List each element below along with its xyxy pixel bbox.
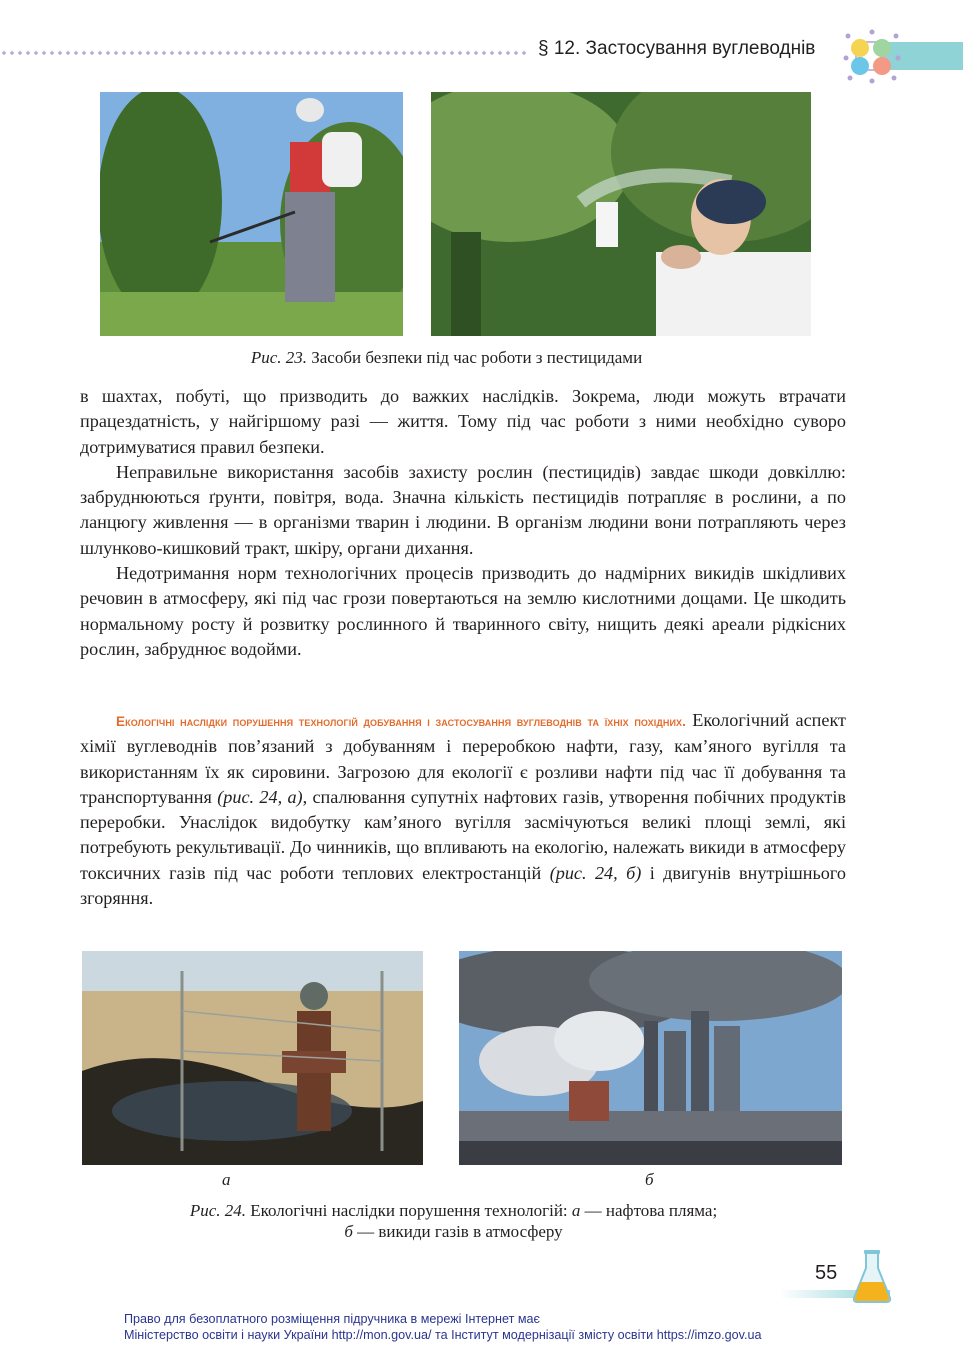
figure-24-caption-a-text: — нафтова пляма; [580, 1201, 718, 1220]
header-dotted-line [0, 50, 530, 56]
photo-protective-mask [431, 92, 811, 336]
footer-line-1: Право для безоплатного розміщення підручника в мережі Інтернет має [124, 1312, 540, 1326]
figure-23-caption-text: Засоби безпеки під час роботи з пестицидами [307, 348, 643, 367]
paragraph-3: Недотримання норм технологічних процесів призводить до надмірних викидів шкідливих речовин в атмосферу, які під час грози повертаються на землю кислотними дощами. Це шкодить нормальному росту й розвитку рослинного й тваринного світу, нищить деякі ареали рідкісних рослин, забруднює водойми. [80, 563, 846, 659]
page-number: 55 [815, 1262, 838, 1284]
photo-oil-spill [82, 951, 423, 1165]
figure-24-caption-line-2 [0, 1222, 907, 1242]
paragraph-2: Неправильне використання засобів захисту рослин (пестицидів) завдає шкоди довкіллю: забруднюються ґрунти, повітря, вода. Значна кількість пестицидів потрапляє в рослини, а по ланцюгу живлення — в організми тварин і людини. В організм людини вони потрапляють через шлунково-кишковий тракт, шкіру, органи дихання. [80, 461, 846, 558]
molecule-icon [842, 28, 902, 84]
figure-24-caption-b-text: — викиди газів в атмосферу [352, 1222, 563, 1241]
paragraph-1: в шахтах, побуті, що призводить до важких наслідків. Зокрема, люди можуть втрачати працездатність, у найгіршому разі — життя. Тому під час роботи з ними необхідно суворо дотримуватися правил безпеки. [80, 386, 846, 457]
running-header: § 12. Застосування вуглеводнів [538, 38, 816, 59]
section-text-3: і двигунів внутрішнього згоряння. [80, 862, 847, 909]
figure-24-label-a: а [222, 1170, 231, 1189]
section-paragraph [80, 708, 846, 911]
section-heading-text: Екологічні наслідки порушення технологій добування і застосування вуглеводнів та їхніх похідних. [116, 714, 686, 729]
figure-24-caption-a: а [571, 1201, 581, 1220]
figure-reference-24b: (рис. 24, б) [549, 862, 642, 883]
figure-23-caption-label: Рис. 23. [250, 348, 307, 367]
footer-line-2: Міністерство освіти і науки України http://mon.gov.ua/ та Інститут модернізації змісту освіти https://imzo.gov.ua [124, 1328, 762, 1342]
figure-reference-24a: (рис. 24, а) [217, 786, 303, 807]
section-text-2: , спалювання супутніх нафтових газів, утворення побічних продуктів переробки. Унаслідок видобутку кам’яного вугілля засмічуються великі площі землі, які потребують рекультивації. До чинників, що впливають на екологію, належать викиди в атмосферу токсичних газів під час роботи теплових електростанцій [80, 786, 846, 883]
photo-gardener-spraying [100, 92, 403, 336]
section-text-1: Екологічний аспект хімії вуглеводнів пов’язаний з добуванням і переробкою нафти, газу, кам’яного вугілля та використанням їх як сировини. Загрозою для екології є розливи нафти під час її добування та транспортування [80, 710, 846, 807]
section-heading [116, 714, 686, 729]
figure-23-caption [0, 348, 893, 368]
photo-industrial-emissions [459, 951, 842, 1165]
section-ecology [80, 708, 846, 911]
figure-24-caption-b: б [344, 1222, 353, 1241]
figure-24-caption-text: Екологічні наслідки порушення технологій: [246, 1201, 572, 1220]
figure-24-caption-line-1 [0, 1201, 907, 1221]
figure-24-label-b: б [645, 1170, 654, 1189]
body-text [80, 384, 846, 662]
flask-icon [850, 1248, 894, 1304]
figure-24-caption-label: Рис. 24. [189, 1201, 246, 1220]
